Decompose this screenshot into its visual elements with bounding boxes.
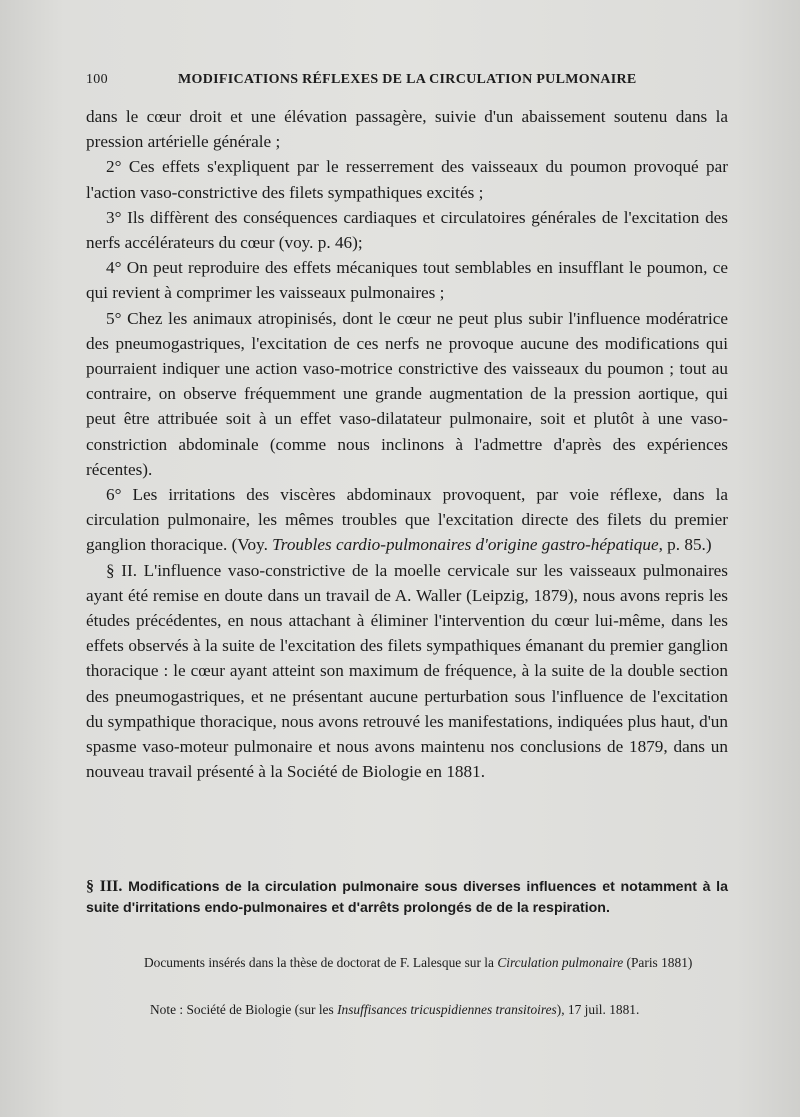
conclusion-6-end: , p. 85.) xyxy=(658,535,712,555)
section-3-title: Modifications de la circulation pulmonaire sous diverses influences et notamment à la suite d'irritations endo-pulmonaires et d'arrêts prolongés de de la respiration. xyxy=(86,879,729,916)
documents-text: Documents insérés dans la thèse de doctorat de F. Lalesque sur la xyxy=(144,955,498,970)
note-text: Note : Société de Biologie (sur les xyxy=(150,1002,338,1017)
documents-end: (Paris 1881) xyxy=(623,955,693,970)
documents-note xyxy=(130,953,728,973)
conclusion-3: 3° Ils diffèrent des conséquences cardiaques et circulatoires générales de l'excitation des nerfs accélérateurs du cœur (voy. p. 46); xyxy=(86,207,728,253)
note-end: ), 17 juil. 1881. xyxy=(556,1002,640,1017)
note-italic: Insuffisances tricuspidiennes transitoires xyxy=(337,1002,557,1017)
main-text xyxy=(86,104,728,784)
page-header xyxy=(86,72,726,94)
paragraph-continuation: dans le cœur droit et une élévation passagère, suivie d'un abaissement soutenu dans la pression artérielle générale ; xyxy=(86,107,728,152)
conclusion-2: 2° Ces effets s'expliquent par le resserrement des vaisseaux du poumon provoqué par l'action vaso-constrictive des filets sympathiques excités ; xyxy=(86,157,728,202)
page-number: 100 xyxy=(86,72,108,87)
documents-italic: Circulation pulmonaire xyxy=(497,955,624,970)
running-title: MODIFICATIONS RÉFLEXES DE LA CIRCULATION PULMONAIRE xyxy=(178,72,637,87)
section-3-heading xyxy=(86,876,728,919)
conclusion-4: 4° On peut reproduire des effets mécaniques tout semblables en insufflant le poumon, ce qui revient à comprimer les vaisseaux pulmonaires ; xyxy=(86,258,728,303)
section-3-number: § III. xyxy=(86,878,123,895)
section-2-paragraph: § II. L'influence vaso-constrictive de la moelle cervicale sur les vaisseaux pulmonaires ayant été remise en doute dans un travail de A. Waller (Leipzig, 1879), nous avons repris les études précédentes, en nous attachant à éliminer l'intervention du cœur lui-même, dans les effets observés à la suite de l'excitation des filets sympathiques émanant du premier ganglion thoracique : le cœur ayant atteint son maximum de fréquence, à la suite de la double section des pneumogastriques, et ne présentant aucune perturbation sous l'influence de l'excitation du sympathique thoracique, nous avons retrouvé les manifestations, indiquées plus haut, d'un spasme vaso-moteur pulmonaire et nous avons maintenu nos conclusions de 1879, dans un nouveau travail présenté à la Société de Biologie en 1881. xyxy=(86,560,728,782)
conclusion-6 xyxy=(86,482,728,558)
conclusion-6-italic-title: Troubles cardio-pulmonaires d'origine gastro-hépatique xyxy=(272,535,659,555)
conclusion-6-text: 6° Les irritations des viscères abdominaux provoquent, par voie réflexe, dans la circulation pulmonaire, les mêmes troubles que l'excitation directe des filets du premier ganglion thoracique. (Voy. xyxy=(86,485,728,555)
conclusion-5: 5° Chez les animaux atropinisés, dont le cœur ne peut plus subir l'influence modératrice des pneumogastriques, l'excitation de ces nerfs ne provoque aucune des modifications qui pourraient indiquer une action vaso-motrice constrictive des vaisseaux du poumon ; tout au contraire, on observe fréquemment une grande augmentation de la pression aortique, qui peut être attribuée soit à un effet vaso-dilatateur pulmonaire, soit et plutôt à une vaso-constriction abdominale (comme nous inclinons à l'admettre d'après des expériences récentes). xyxy=(86,308,728,479)
biology-note xyxy=(150,1000,730,1020)
